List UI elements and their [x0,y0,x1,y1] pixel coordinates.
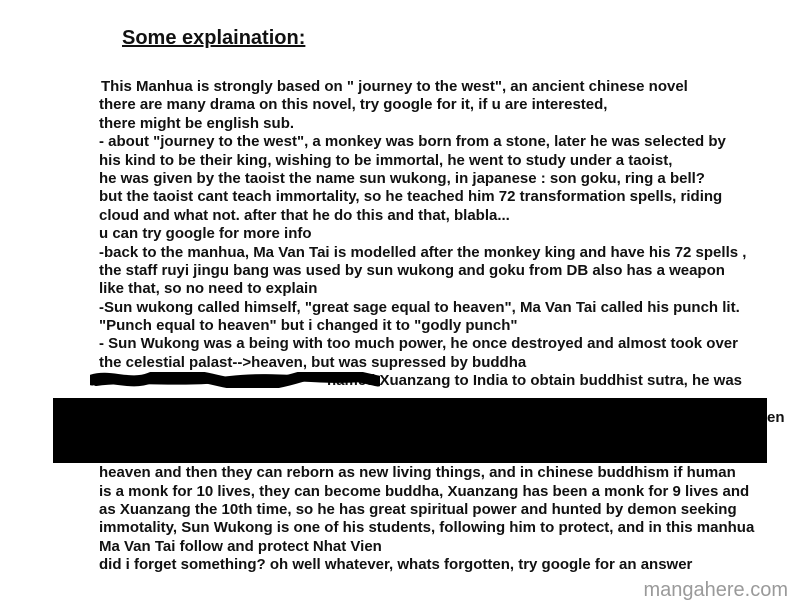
text-line: - Sun Wukong was a being with too much power, he once destroyed and almost took over [99,335,738,353]
text-line: but the taoist cant teach immortality, so he teached him 72 transformation spells, riding [99,188,723,206]
text-line: immotality, Sun Wukong is one of his students, following him to protect, and in this manhua [99,519,755,537]
explanation-body [99,78,799,575]
text-line: cloud and what not. after that he do this and that, blabla... [99,206,510,224]
text-line: the staff ruyi jingu bang was used by sun wukong and goku from DB also has a weapon [99,261,725,279]
text-line: Ma Van Tai follow and protect Nhat Vien [99,537,382,555]
text-line: is a monk for 10 lives, they can become buddha, Xuanzang has been a monk for 9 lives and [99,482,750,500]
text-line: there might be english sub. [99,114,295,132]
text-line: This Manhua is strongly based on " journey to the west", an ancient chinese novel [101,78,688,95]
text-line-partially-censored: named Xuanzang to India to obtain buddhist sutra, he was [327,372,743,390]
censor-block [53,398,767,463]
text-line: did i forget something? oh well whatever, whats forgotten, try google for an answer [99,556,693,574]
censor-scribble [90,372,380,388]
text-line: his kind to be their king, wishing to be immortal, he went to study under a taoist, [99,151,673,169]
text-line: there are many drama on this novel, try google for it, if u are interested, [99,96,608,114]
text-line: he was given by the taoist the name sun wukong, in japanese : son goku, ring a bell? [99,169,705,187]
text-line: - about "journey to the west", a monkey was born from a stone, later he was selected by [99,133,726,151]
text-line: heaven and then they can reborn as new living things, and in chinese buddhism if human [99,464,736,482]
text-line: "Punch equal to heaven" but i changed it to "godly punch" [99,317,518,335]
text-line: as Xuanzang the 10th time, so he has great spiritual power and hunted by demon seeking [99,500,737,518]
text-line: -Sun wukong called himself, "great sage equal to heaven", Ma Van Tai called his punch lit. [99,298,740,316]
text-line-partially-censored: en [767,409,785,427]
text-line: like that, so no need to explain [99,280,318,298]
site-watermark: mangahere.com [643,579,788,601]
text-line: the celestial palast-->heaven, but was supressed by buddha [99,353,527,371]
text-line: u can try google for more info [99,225,312,243]
page-heading: Some explaination: [122,27,306,49]
text-line: -back to the manhua, Ma Van Tai is modelled after the monkey king and have his 72 spells , [99,243,747,261]
